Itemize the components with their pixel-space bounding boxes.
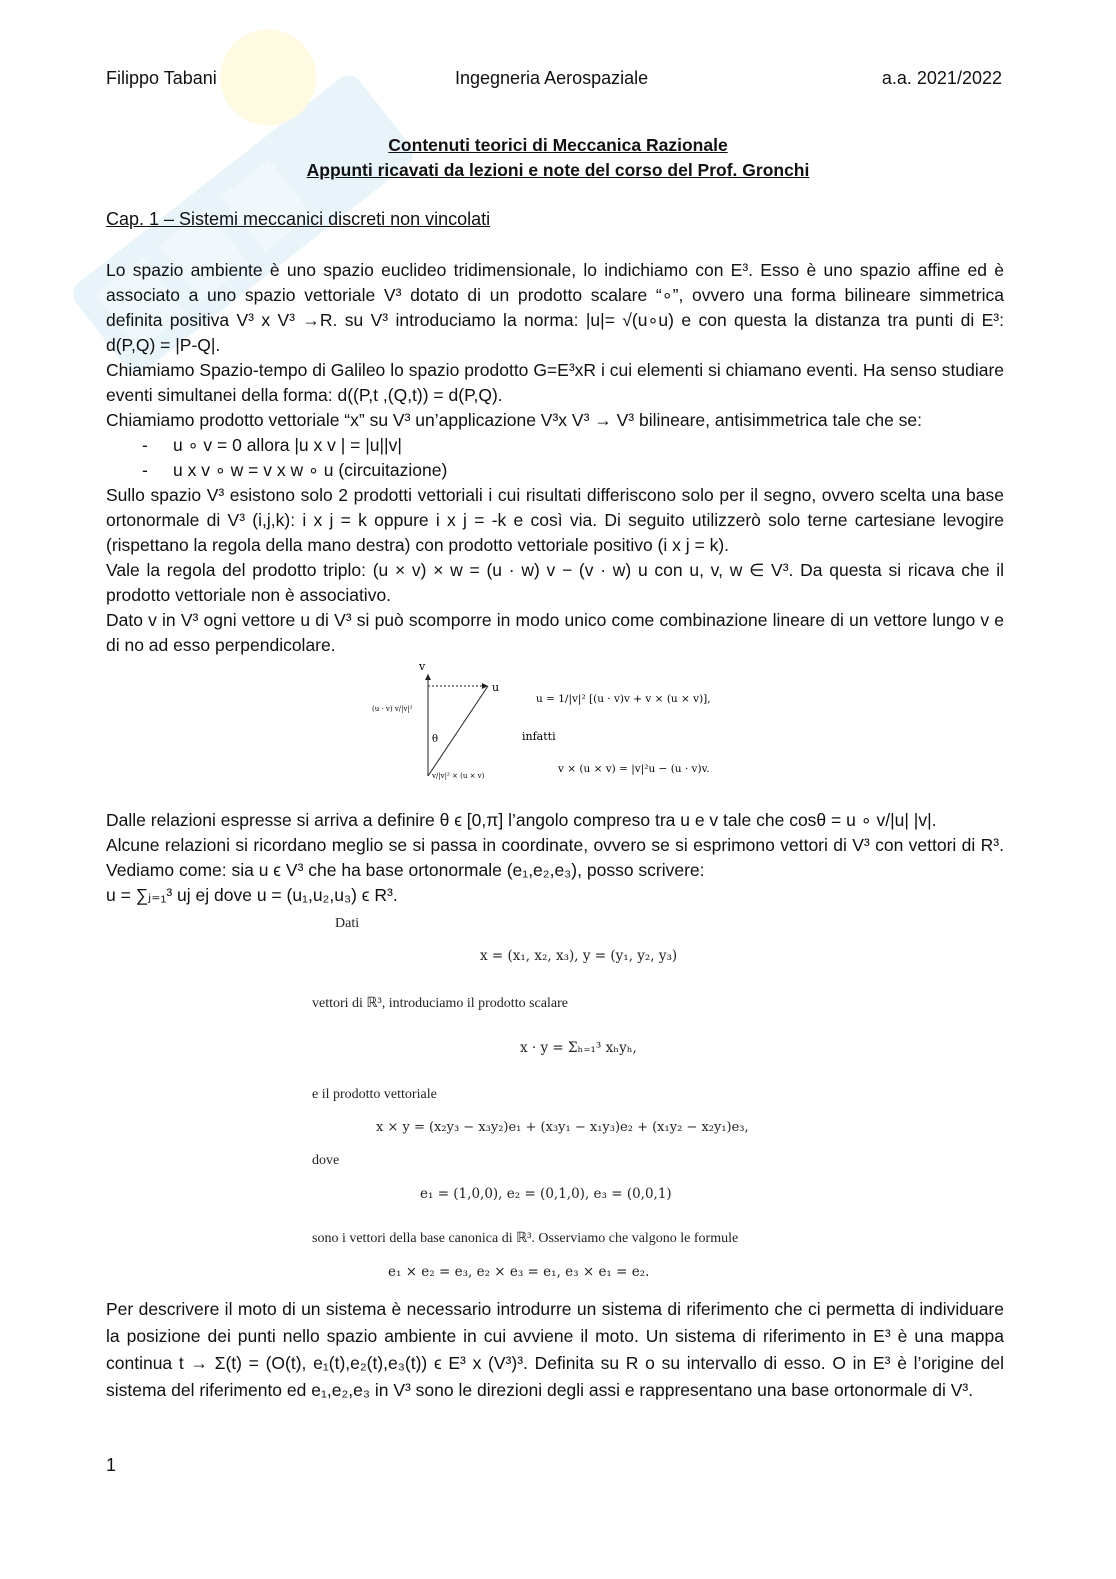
excerpt-scalar-product: x · y = Σₕ₌₁³ xₕyₕ, [520,1040,637,1056]
title-line-1: Contenuti teorici di Meccanica Razionale [388,135,728,155]
vector-decomposition-figure [366,656,766,786]
excerpt-vectors: x = (x₁, x₂, x₃), y = (y₁, y₂, y₃) [480,948,678,964]
label-theta: θ [432,734,439,745]
excerpt-dati: Dati [335,916,360,931]
formula-decomposition: u = 1/|v|² [(u · v)v + v × (u × v)], [536,693,711,705]
excerpt-cross-product: x × y = (x₂y₃ − x₃y₂)e₁ + (x₃y₁ − x₁y₃)e₂ + (x₁y₂ − x₂y₁)e₃, [376,1120,749,1135]
paragraph: Dato v in V³ ogni vettore u di V³ si può scomporre in modo unico come combinazione lineare di un vettore lungo v e di no ad esso perpendicolare. [106,610,1004,655]
paragraph: Dalle relazioni espresse si arriva a definire θ ϵ [0,π] l’angolo compreso tra u e v tale che cosθ = u ∘ v/|u| |v|. [106,810,937,830]
formula-identity: v × (u × v) = |v|²u − (u · v)v. [558,763,710,775]
paragraph: Chiamiamo Spazio-tempo di Galileo lo spazio prodotto G=E³xR i cui elementi si chiamano eventi. Ha senso studiare eventi simultanei della forma: d((P,t ,(Q,t)) = d(P,Q). [106,360,1004,405]
paragraph: Lo spazio ambiente è uno spazio euclideo tridimensionale, lo indichiamo con E³. Esso è uno spazio affine ed è associato a uno spazio vettoriale V³ dotato di un prodotto scalare “∘”, ovvero una forma bilineare simmetrica definita positiva V³ x V³ →R. su V³ introduciamo la norma: |u|= √(u∘u) e con questa la distanza tra punti di E³: d(P,Q) = |P-Q|. [106,260,1004,355]
paragraph: Per descrivere il moto di un sistema è necessario introdurre un sistema di riferimento che ci permetta di individuare la posizione dei punti nello spazio ambiente in cui avviene il moto. Un sistema di riferimento in E³ è una mappa continua t → Σ(t) = (O(t), e₁(t),e₂(t),e₃(t)) ϵ E³ x (V³)³. Definita su R o su intervallo di esso. O in E³ è l’origine del sistema del riferimento ed e₁,e₂,e₃ in V³ sono le direzioni degli assi e rappresentano una base ortonormale di V³. [106,1299,1004,1400]
document-title [0,133,1116,183]
excerpt-formulas: e₁ × e₂ = e₃, e₂ × e₃ = e₁, e₃ × e₁ = e₂. [388,1264,650,1280]
bullet-list [106,433,1004,483]
excerpt-e-il: e il prodotto vettoriale [312,1087,437,1102]
paragraph: u = ∑ⱼ₌₁³ uj ej dove u = (u₁,u₂,u₃) ϵ R³. [106,885,398,905]
excerpt-basis: e₁ = (1,0,0), e₂ = (0,1,0), e₃ = (0,0,1) [420,1186,672,1202]
list-item: - u ∘ v = 0 allora |u x v | = |u||v| [106,433,1004,458]
paragraph: Sullo spazio V³ esistono solo 2 prodotti vettoriali i cui risultati differiscono solo per il segno, ovvero scelta una base ortonormale di V³ (i,j,k): i x j = k oppure i x j = -k e così via. Di seguito utilizzerò solo terne cartesiane levogire (rispettano la regola della mano destra) con prodotto vettoriale positivo (i x j = k). [106,485,1004,555]
excerpt-sono-text: sono i vettori della base canonica di ℝ³. Osserviamo che valgono le formule [312,1231,739,1246]
label-infatti: infatti [522,730,556,743]
header-author: Filippo Tabani [106,68,217,88]
paragraph: Chiamiamo prodotto vettoriale “x” su V³ un’applicazione V³x V³ → V³ bilineare, antisimmetrica tale che se: [106,410,923,430]
label-u: u [492,681,500,694]
title-line-2: Appunti ricavati da lezioni e note del corso del Prof. Gronchi [306,160,810,180]
header-course: Ingegneria Aerospaziale [455,68,649,88]
label-projection: (u · v) v/|v|² [372,705,413,713]
chapter-heading: Cap. 1 – Sistemi meccanici discreti non vincolati [106,209,491,229]
paragraph: Alcune relazioni si ricordano meglio se si passa in coordinate, ovvero se si esprimono vettori di V³ con vettori di R³. Vediamo come: sia u ϵ V³ che ha base ortonormale (e₁,e₂,e₃), posso scrivere: [106,835,1004,880]
header-year: a.a. 2021/2022 [881,68,1002,88]
body-text-3 [106,1296,1004,1404]
excerpt-dove: dove [312,1153,340,1168]
excerpt-vettori-text: vettori di ℝ³, introduciamo il prodotto scalare [312,996,568,1011]
list-item: - u x v ∘ w = v x w ∘ u (circuitazione) [106,458,1004,483]
paragraph: Vale la regola del prodotto triplo: (u × v) × w = (u · w) v − (v · w) u con u, v, w ∈ V³. Da questa si ricava che il prodotto vettoriale non è associativo. [106,560,1004,605]
label-v: v [419,660,426,673]
body-text-2 [106,808,1004,908]
body-text-1 [106,258,1004,658]
label-perpendicular: v/|v|² × (u × v) [432,772,485,780]
page-number: 1 [106,1455,117,1475]
